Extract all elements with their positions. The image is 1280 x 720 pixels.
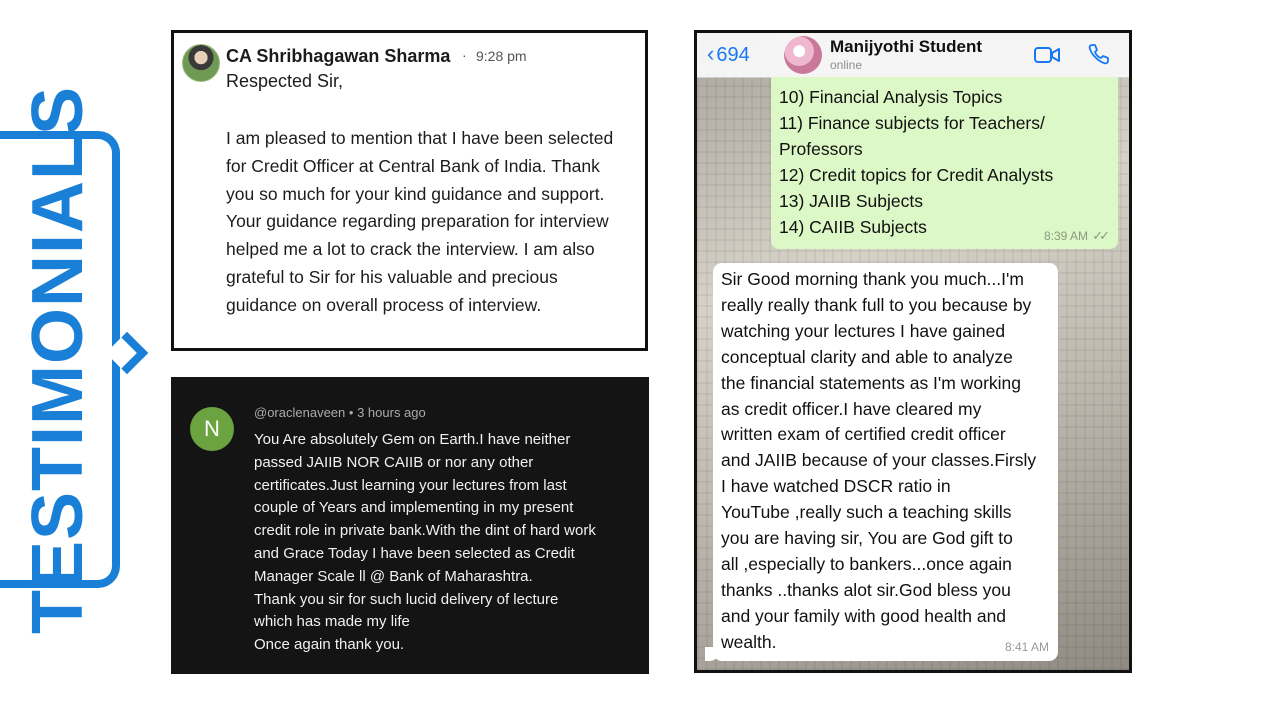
comment-line: and Grace Today I have been selected as Credit xyxy=(254,544,575,562)
avatar-letter: N xyxy=(204,416,220,441)
comment-time: 3 hours ago xyxy=(357,405,426,420)
message-line: conceptual clarity and able to analyze xyxy=(721,346,1013,367)
testimonial-card-chat xyxy=(694,30,1132,673)
timestamp: 9:28 pm xyxy=(476,48,527,64)
comment-line: certificates.Just learning your lectures from last xyxy=(254,476,567,494)
message-line: YouTube ,really such a teaching skills xyxy=(721,502,1012,523)
message-time: 8:39 AM xyxy=(1043,229,1088,243)
incoming-message[interactable] xyxy=(713,263,1058,661)
comment-line: passed JAIIB NOR CAIIB or nor any other xyxy=(254,453,534,471)
message-line: written exam of certified credit officer xyxy=(721,424,1006,445)
greeting: Respected Sir, xyxy=(226,71,344,91)
contact-status: online xyxy=(830,58,863,72)
comment-line: Manager Scale ll @ Bank of Maharashtra. xyxy=(254,567,533,585)
author-name: CA Shribhagawan Sharma xyxy=(226,46,451,66)
phone-call-icon[interactable] xyxy=(1087,42,1111,66)
message-time: 8:41 AM xyxy=(1004,640,1049,654)
unread-count: 694 xyxy=(716,44,750,66)
comment-line: couple of Years and implementing in my present xyxy=(254,499,574,517)
message-line: thanks ..thanks alot sir.God bless you xyxy=(721,579,1011,600)
message-line: really really thank full to you because by xyxy=(721,294,1032,315)
video-call-icon[interactable] xyxy=(1034,45,1060,65)
chat-header xyxy=(697,33,1129,78)
contact-name[interactable]: Manijyothi Student xyxy=(830,37,983,56)
comment-line: You Are absolutely Gem on Earth.I have neither xyxy=(254,431,571,448)
comment-body xyxy=(254,429,644,657)
message-line: wealth. xyxy=(721,631,777,652)
message-line: 13) JAIIB Subjects xyxy=(779,191,923,211)
comment-line: which has made my life xyxy=(254,613,410,631)
back-button[interactable] xyxy=(707,41,750,67)
comment-handle[interactable]: @oraclenaveen xyxy=(254,405,346,420)
message-line: and your family with good health and xyxy=(721,605,1007,626)
message-line: 10) Financial Analysis Topics xyxy=(779,87,1003,107)
message-line: the financial statements as I'm working xyxy=(721,372,1022,393)
outgoing-message[interactable] xyxy=(771,77,1118,249)
comment-line: Once again thank you. xyxy=(254,636,405,654)
message-line: Sir Good morning thank you much...I'm xyxy=(721,269,1024,289)
message-line: you are having sir, You are God gift to xyxy=(721,528,1013,549)
testimonial-card-email xyxy=(171,30,648,351)
message-line: I have watched DSCR ratio in xyxy=(721,476,951,497)
contact-avatar[interactable] xyxy=(784,36,822,74)
message-line: as credit officer.I have cleared my xyxy=(721,398,982,419)
message-line: and JAIIB because of your classes.Firsly xyxy=(721,450,1037,471)
comment-line: Thank you sir for such lucid delivery of lecture xyxy=(254,590,559,608)
testimonials-title: TESTIMONIALS xyxy=(18,86,98,634)
message-line: 11) Finance subjects for Teachers/ xyxy=(779,113,1045,133)
message-line: 14) CAIIB Subjects xyxy=(779,217,927,237)
testimonial-card-comment xyxy=(171,377,649,674)
message-line: Professors xyxy=(779,139,863,159)
separator-dot: · xyxy=(462,47,467,63)
message-line: all ,especially to bankers...once again xyxy=(721,553,1012,574)
comment-line: credit role in private bank.With the dint of hard work xyxy=(254,522,596,540)
message-line: watching your lectures I have gained xyxy=(721,320,1006,341)
read-ticks-icon: ✓✓ xyxy=(1092,228,1106,243)
message-body: I am pleased to mention that I have been selected for Credit Officer at Central Bank of India. Thank you so much for your kind guidance and support. Your guidance regarding preparation for interview helped me a lot to crack the interview. I am also grateful to Sir for his valuable and precious guidance on overall process of interview. xyxy=(226,128,614,315)
message-line: 12) Credit topics for Credit Analysts xyxy=(779,165,1054,185)
chevron-left-icon: ‹ xyxy=(707,41,715,66)
avatar[interactable] xyxy=(190,407,234,451)
avatar xyxy=(182,44,220,82)
separator-dot: • xyxy=(348,405,354,420)
comment-meta xyxy=(254,405,426,420)
